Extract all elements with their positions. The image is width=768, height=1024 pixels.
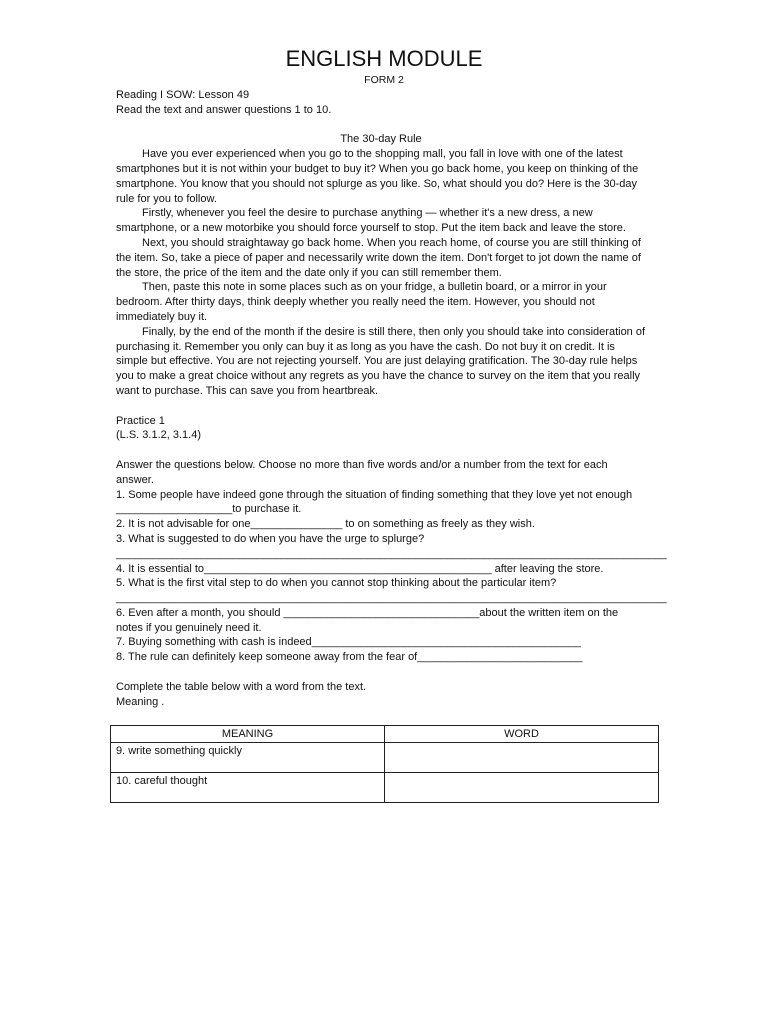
meaning-cell: 9. write something quickly (111, 743, 385, 773)
passage-paragraph: Have you ever experienced when you go to the shopping mall, you fall in love with one of the latest smartphones but it is not within your budget to buy it? When you go back home, you keep on thinking of the smartphone. You know that you should not splurge as you like. So, what should you do? Here is the 30-day rule for you to follow. (116, 148, 639, 205)
passage-paragraph: Then, paste this note in some places such as on your fridge, a bulletin board, or a mirror in your bedroom. After thirty days, think deeply whether you really need the item. However, you should not immediately buy it. (116, 281, 607, 323)
passage-paragraph: Firstly, whenever you feel the desire to purchase anything — whether it's a new dress, a new smartphone, or a new motorbike you should force yourself to stop. Put the item back and leave the store. (116, 207, 626, 235)
meaning-column-header: MEANING (111, 726, 385, 743)
passage-title: The 30-day Rule (340, 133, 422, 146)
practice-instructions: Answer the questions below. Choose no more than five words and/or a number from the text for each answer. (116, 458, 608, 486)
question-item: 2. It is not advisable for one_______________ to on something as freely as they wish. (116, 518, 535, 531)
answer-line: __________________________________________________________________________________________ (116, 592, 667, 605)
reading-instruction: Read the text and answer questions 1 to 10. (116, 103, 332, 116)
question-item: 8. The rule can definitely keep someone away from the fear of___________________________ (116, 651, 583, 664)
passage-paragraph: Finally, by the end of the month if the desire is still there, then only you should take into consideration of purchasing it. Remember you only can buy it as long as you have the cash. Do not buy it on credit. It is simple but effective. You are not rejecting yourself. You are just delaying gratification. The 30-day rule helps you to make a great choice without any regrets as you have the chance to survey on the item that you really want to purchase. This can save you from heartbreak. (116, 325, 646, 397)
table-instruction: Complete the table below with a word from the text. (116, 680, 367, 693)
word-answer-cell[interactable] (385, 743, 659, 773)
table-row (111, 743, 659, 773)
word-answer-cell[interactable] (385, 773, 659, 803)
question-item: 6. Even after a month, you should ________________________________about the written item on the notes if you genuinely need it. (116, 606, 619, 634)
meaning-cell: 10. careful thought (111, 773, 385, 803)
question-item: 4. It is essential to_______________________________________________ after leaving the store. (116, 562, 604, 575)
word-column-header: WORD (385, 726, 659, 743)
question-item: 5. What is the first vital step to do when you cannot stop thinking about the particular item? (116, 577, 557, 590)
lesson-label: Reading I SOW: Lesson 49 (116, 89, 250, 101)
vocabulary-table (110, 725, 659, 803)
worksheet-content (116, 88, 667, 709)
passage-paragraph: Next, you should straightaway go back home. When you reach home, of course you are still thinking of the item. So, take a piece of paper and necessarily write down the item. Don't forget to jot down the name of the store, the price of the item and the date only if you can still remember them. (116, 236, 641, 279)
table-header-row (111, 726, 659, 743)
meaning-label: Meaning . (116, 695, 165, 708)
question-item: 7. Buying something with cash is indeed____________________________________________ (116, 636, 581, 649)
question-item: 1. Some people have indeed gone through the situation of finding something that they love yet not enough ___________________to purchase it. (116, 488, 633, 516)
module-title: ENGLISH MODULE (285, 46, 483, 71)
skill-codes: (L.S. 3.1.2, 3.1.4) (116, 429, 201, 442)
question-item: 3. What is suggested to do when you have the urge to splurge? (116, 532, 425, 545)
answer-line: __________________________________________________________________________________________ (116, 547, 667, 560)
table-row (111, 773, 659, 803)
practice-title: Practice 1 (116, 414, 165, 427)
form-label: FORM 2 (364, 74, 404, 86)
